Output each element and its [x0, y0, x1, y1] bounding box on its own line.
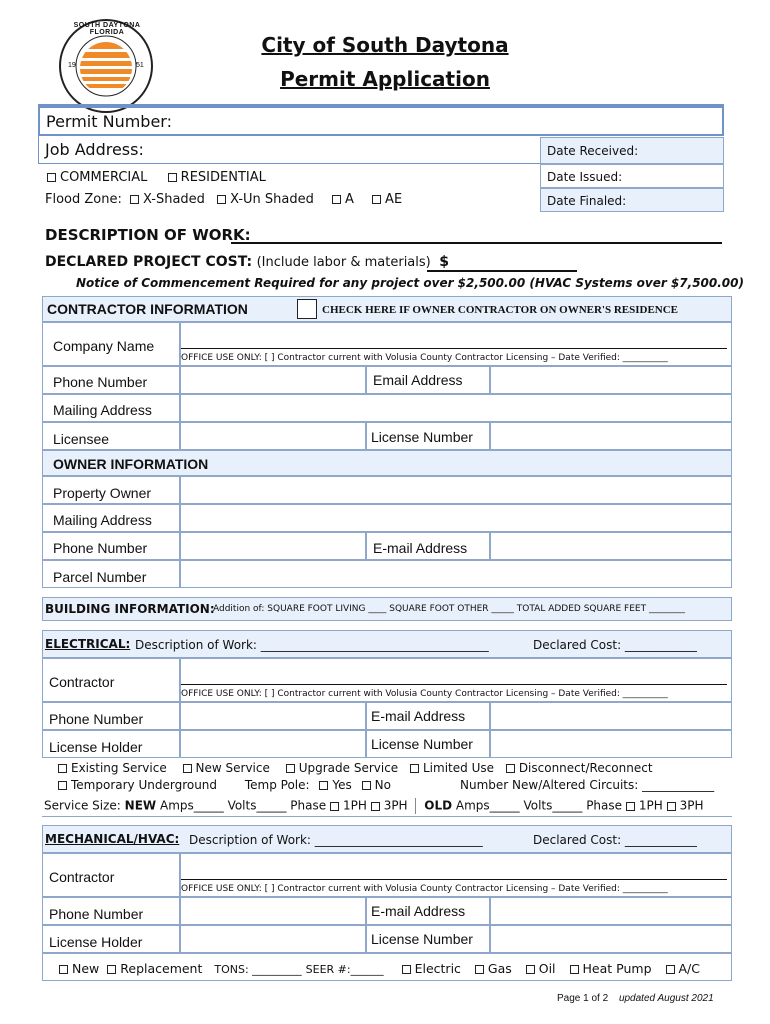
mech-tons-label[interactable]: TONS: _________	[214, 963, 302, 976]
mech-phone-field[interactable]	[180, 897, 366, 925]
mech-contractor-field[interactable]	[180, 853, 732, 897]
owner-mailing-label: Mailing Address	[53, 512, 152, 528]
mech-replacement-checkbox[interactable]	[107, 965, 116, 974]
electrical-title: ELECTRICAL:	[45, 637, 131, 651]
owner-header	[42, 450, 732, 476]
licensee-label-cell	[42, 422, 180, 450]
new-size-label: NEW	[124, 798, 157, 813]
dollar-sign: $	[439, 254, 449, 270]
date-finaled-field[interactable]	[540, 188, 724, 212]
owner-mailing-field[interactable]	[180, 504, 732, 532]
mechanical-header	[42, 825, 732, 853]
date-issued-label: Date Issued:	[547, 170, 623, 184]
phone-field[interactable]	[180, 366, 366, 394]
permit-number-label: Permit Number:	[46, 112, 172, 131]
temporary-underground-label: Temporary Underground	[71, 778, 218, 792]
declared-cost-note: (Include labor & materials)	[256, 255, 431, 270]
updated-date: updated August 2021	[618, 993, 714, 1004]
commercial-label: COMMERCIAL	[60, 170, 148, 185]
mech-heat-pump-label: Heat Pump	[582, 961, 652, 976]
elec-holder-label: License Holder	[49, 739, 143, 755]
mech-phone-label: Phone Number	[49, 906, 144, 922]
temporary-underground-checkbox[interactable]	[58, 781, 67, 790]
disconnect-checkbox[interactable]	[506, 764, 515, 773]
new-service-label: New Service	[195, 761, 270, 775]
existing-service-label: Existing Service	[71, 761, 167, 775]
temp-pole-no-label: No	[374, 778, 391, 792]
mech-electric-checkbox[interactable]	[402, 965, 411, 974]
upgrade-service-checkbox[interactable]	[286, 764, 295, 773]
mech-gas-checkbox[interactable]	[475, 965, 484, 974]
zone-a-label: A	[345, 192, 354, 207]
new-1ph-label: 1PH	[342, 798, 367, 813]
contractor-header	[42, 296, 732, 322]
notice-of-commencement: Notice of Commencement Required for any project over $2,500.00 (HVAC Systems over $7,500.00)	[76, 276, 744, 290]
service-size-row	[44, 798, 734, 814]
elec-contractor-label: Contractor	[49, 674, 115, 690]
mech-new-label: New	[72, 961, 100, 976]
x-shaded-label: X-Shaded	[143, 192, 205, 207]
zone-a-checkbox[interactable]	[332, 195, 341, 204]
mech-ac-checkbox[interactable]	[666, 965, 675, 974]
mech-phone-label-cell	[42, 897, 180, 925]
description-of-work-label: DESCRIPTION OF WORK:	[45, 226, 251, 244]
company-name-field[interactable]	[180, 322, 732, 366]
elec-license-number-label-cell	[366, 730, 490, 758]
seal-year-right: 51	[136, 62, 144, 69]
new-amps-label[interactable]: Amps_____ Volts_____ Phase	[159, 798, 327, 813]
page-title-line1: City of South Daytona	[261, 33, 509, 57]
owner-contractor-checkbox[interactable]	[297, 299, 317, 319]
mailing-label-cell	[42, 394, 180, 422]
electrical-header	[42, 630, 732, 658]
mech-seer-label[interactable]: SEER #:______	[305, 963, 384, 976]
building-info-row	[42, 597, 732, 621]
date-received-field[interactable]	[540, 137, 724, 164]
email-label: Email Address	[373, 372, 463, 388]
zone-ae-label: AE	[385, 192, 403, 207]
mech-contractor-label-cell	[42, 853, 180, 897]
declared-cost-line[interactable]	[427, 270, 577, 272]
new-3ph-checkbox[interactable]	[371, 802, 380, 811]
building-info-text: Addition of: SQUARE FOOT LIVING ____ SQUARE FOOT OTHER _____ TOTAL ADDED SQUARE FEET ________	[213, 604, 685, 614]
mechanical-cost[interactable]: Declared Cost: ____________	[533, 833, 697, 847]
x-unshaded-checkbox[interactable]	[217, 195, 226, 204]
owner-phone-label-cell	[42, 532, 180, 560]
elec-contractor-label-cell	[42, 658, 180, 702]
mech-license-number-label-cell	[366, 925, 490, 953]
disconnect-label: Disconnect/Reconnect	[518, 761, 653, 775]
mechanical-desc[interactable]: Description of Work: ____________________________	[189, 833, 483, 847]
project-type-row	[47, 170, 266, 185]
parcel-label-cell	[42, 560, 180, 588]
mech-gas-label: Gas	[487, 961, 512, 976]
electrical-cost[interactable]: Declared Cost: ____________	[533, 638, 697, 652]
mech-contractor-label: Contractor	[49, 869, 115, 885]
job-address-label: Job Address:	[45, 140, 144, 159]
mech-holder-field[interactable]	[180, 925, 366, 953]
old-size-label: OLD	[424, 798, 453, 813]
residential-checkbox[interactable]	[168, 173, 177, 182]
flood-zone-row	[45, 192, 402, 207]
parcel-label: Parcel Number	[53, 569, 147, 585]
mech-email-label: E-mail Address	[371, 903, 466, 919]
mech-ac-label: A/C	[678, 961, 700, 976]
limited-use-checkbox[interactable]	[410, 764, 419, 773]
mailing-field[interactable]	[180, 394, 732, 422]
elec-office-use: OFFICE USE ONLY: [ ] Contractor current with Volusia County Contractor Licensing – Date Verified: __________	[181, 689, 668, 699]
date-issued-field[interactable]	[540, 164, 724, 188]
old-amps-label[interactable]: Amps_____ Volts_____ Phase	[455, 798, 623, 813]
declared-cost-row	[45, 254, 449, 270]
owner-contractor-label: CHECK HERE IF OWNER CONTRACTOR ON OWNER'S RESIDENCE	[322, 304, 679, 316]
mech-new-checkbox[interactable]	[59, 965, 68, 974]
old-1ph-checkbox[interactable]	[626, 802, 635, 811]
property-owner-label: Property Owner	[53, 485, 152, 501]
email-label-cell	[366, 366, 490, 394]
temp-pole-no-checkbox[interactable]	[362, 781, 371, 790]
company-name-label-cell	[42, 322, 180, 366]
contractor-office-use: OFFICE USE ONLY: [ ] Contractor current with Volusia County Contractor Licensing – Date Verified: __________	[181, 353, 668, 363]
property-owner-field[interactable]	[180, 476, 732, 504]
owner-email-label-cell	[366, 532, 490, 560]
new-3ph-label: 3PH	[383, 798, 408, 813]
limited-use-label: Limited Use	[423, 761, 494, 775]
old-1ph-label: 1PH	[638, 798, 663, 813]
mechanical-title: MECHANICAL/HVAC:	[45, 832, 180, 846]
mech-holder-label-cell	[42, 925, 180, 953]
elec-holder-label-cell	[42, 730, 180, 758]
temp-pole-yes-checkbox[interactable]	[319, 781, 328, 790]
mech-replacement-label: Replacement	[120, 961, 203, 976]
elec-contractor-field[interactable]	[180, 658, 732, 702]
license-number-label-cell	[366, 422, 490, 450]
new-1ph-checkbox[interactable]	[330, 802, 339, 811]
owner-phone-label: Phone Number	[53, 540, 148, 556]
licensee-label: Licensee	[53, 431, 110, 447]
mech-license-number-label: License Number	[371, 931, 473, 947]
mech-holder-label: License Holder	[49, 934, 143, 950]
owner-email-field[interactable]	[490, 532, 732, 560]
description-of-work-line[interactable]	[231, 242, 722, 244]
x-unshaded-label: X-Un Shaded	[230, 192, 314, 207]
flood-zone-label: Flood Zone:	[45, 192, 122, 207]
email-field[interactable]	[490, 366, 732, 394]
license-number-label: License Number	[371, 429, 473, 445]
old-3ph-label: 3PH	[679, 798, 704, 813]
seal-year-left: 19	[68, 62, 76, 69]
elec-phone-field[interactable]	[180, 702, 366, 730]
elec-phone-label-cell	[42, 702, 180, 730]
contractor-title: CONTRACTOR INFORMATION	[47, 301, 248, 317]
page-number: Page 1 of 2	[557, 993, 609, 1004]
service-size-label: Service Size:	[44, 798, 121, 813]
page-title-line2: Permit Application	[280, 67, 490, 91]
commercial-checkbox[interactable]	[47, 173, 56, 182]
mech-heat-pump-checkbox[interactable]	[570, 965, 579, 974]
date-received-label: Date Received:	[547, 144, 639, 158]
mech-oil-checkbox[interactable]	[526, 965, 535, 974]
phone-label: Phone Number	[53, 374, 148, 390]
mech-oil-label: Oil	[538, 961, 556, 976]
elec-phone-label: Phone Number	[49, 711, 144, 727]
elec-email-label-cell	[366, 702, 490, 730]
licensee-field[interactable]	[180, 422, 366, 450]
company-name-label: Company Name	[53, 338, 155, 354]
building-info-title: BUILDING INFORMATION:	[45, 602, 215, 616]
property-owner-label-cell	[42, 476, 180, 504]
old-3ph-checkbox[interactable]	[667, 802, 676, 811]
job-address-row[interactable]	[38, 136, 540, 164]
electrical-bottom-rule	[42, 816, 732, 817]
owner-mailing-label-cell	[42, 504, 180, 532]
service-type-row	[58, 761, 653, 775]
temp-row	[58, 778, 730, 792]
license-number-field[interactable]	[490, 422, 732, 450]
elec-holder-field[interactable]	[180, 730, 366, 758]
mech-license-number-field[interactable]	[490, 925, 732, 953]
existing-service-checkbox[interactable]	[58, 764, 67, 773]
parcel-field[interactable]	[180, 560, 732, 588]
mech-electric-label: Electric	[414, 961, 461, 976]
mech-email-field[interactable]	[490, 897, 732, 925]
temp-pole-label: Temp Pole:	[244, 778, 310, 792]
seal-text: SOUTH DAYTONA FLORIDA	[73, 22, 141, 36]
declared-cost-label: DECLARED PROJECT COST:	[45, 254, 253, 270]
x-shaded-checkbox[interactable]	[130, 195, 139, 204]
owner-phone-field[interactable]	[180, 532, 366, 560]
phone-label-cell	[42, 366, 180, 394]
owner-title: OWNER INFORMATION	[53, 456, 209, 472]
mech-options-row	[42, 953, 732, 981]
upgrade-service-label: Upgrade Service	[298, 761, 399, 775]
mech-office-use: OFFICE USE ONLY: [ ] Contractor current with Volusia County Contractor Licensing – Date Verified: __________	[181, 884, 668, 894]
circuits-label[interactable]: Number New/Altered Circuits: ____________	[460, 778, 715, 792]
owner-email-label: E-mail Address	[373, 540, 468, 556]
zone-ae-checkbox[interactable]	[372, 195, 381, 204]
residential-label: RESIDENTIAL	[180, 170, 266, 185]
mailing-label: Mailing Address	[53, 402, 152, 418]
new-service-checkbox[interactable]	[183, 764, 192, 773]
electrical-desc[interactable]: Description of Work: ______________________________________	[135, 638, 489, 652]
elec-email-label: E-mail Address	[371, 708, 466, 724]
elec-email-field[interactable]	[490, 702, 732, 730]
mech-email-label-cell	[366, 897, 490, 925]
elec-license-number-field[interactable]	[490, 730, 732, 758]
date-finaled-label: Date Finaled:	[547, 194, 627, 208]
footer	[557, 993, 714, 1004]
temp-pole-yes-label: Yes	[332, 778, 352, 792]
permit-number-row[interactable]	[38, 106, 724, 136]
elec-license-number-label: License Number	[371, 736, 473, 752]
